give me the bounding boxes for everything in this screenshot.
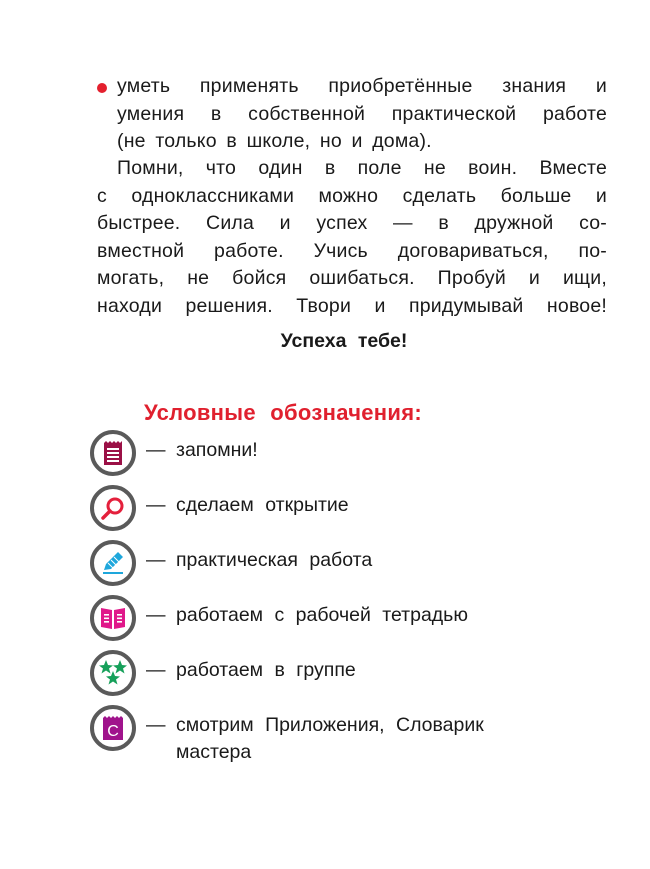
notepad-icon xyxy=(90,430,136,476)
legend-dash: — xyxy=(146,439,166,461)
legend-label: работаем в группе xyxy=(176,659,356,681)
dictionary-c-icon xyxy=(90,705,136,751)
motivation-paragraph xyxy=(97,155,607,320)
legend-dash: — xyxy=(146,714,166,736)
legend-label-line-2: мастера xyxy=(176,741,252,763)
bullet-item xyxy=(97,73,607,156)
magnifier-icon xyxy=(90,485,136,531)
paragraph-line-1: Помни, что один в поле не воин. Вместе xyxy=(117,157,607,179)
pencil-icon xyxy=(90,540,136,586)
paragraph-line-2: с одноклассниками можно сделать больше и xyxy=(97,184,607,207)
bullet-line-3: (не только в школе, но и дома). xyxy=(117,130,432,152)
legend-label xyxy=(176,705,536,766)
legend-dash: — xyxy=(146,659,166,681)
paragraph-line-5: могать, не бойся ошибаться. Пробуй и ищи, xyxy=(97,267,607,289)
bullet-dot-icon xyxy=(97,83,107,93)
bullet-line-1: уметь применять приобретённые знания и xyxy=(117,75,607,97)
legend-label: запомни! xyxy=(176,439,258,461)
legend-label-line-1: смотрим Приложения, Словарик xyxy=(176,714,484,736)
open-workbook-icon xyxy=(90,595,136,641)
three-stars-icon xyxy=(90,650,136,696)
paragraph-line-4: вместной работе. Учись договариваться, по- xyxy=(97,239,607,262)
svg-text:C: C xyxy=(107,723,119,740)
legend-title: Условные обозначения: xyxy=(144,400,422,425)
paragraph-line-3: быстрее. Сила и успех — в дружной со- xyxy=(97,212,607,234)
legend-dash: — xyxy=(146,549,166,571)
legend-item-remember xyxy=(90,430,536,476)
legend-dash: — xyxy=(146,494,166,516)
legend-item-discovery xyxy=(90,485,536,531)
legend-item-appendix-dictionary xyxy=(90,705,536,763)
closing-wish: Успеха тебе! xyxy=(280,330,408,352)
legend-label: сделаем открытие xyxy=(176,494,349,516)
legend-item-workbook xyxy=(90,595,536,641)
legend-label: практическая работа xyxy=(176,549,373,571)
legend-label: работаем с рабочей тетрадью xyxy=(176,604,468,626)
legend-item-practical-work xyxy=(90,540,536,586)
legend-dash: — xyxy=(146,604,166,626)
paragraph-line-6: находи решения. Твори и придумывай новое! xyxy=(97,294,607,317)
legend-item-group-work xyxy=(90,650,536,696)
bullet-line-2: умения в собственной практической работе xyxy=(117,102,607,125)
